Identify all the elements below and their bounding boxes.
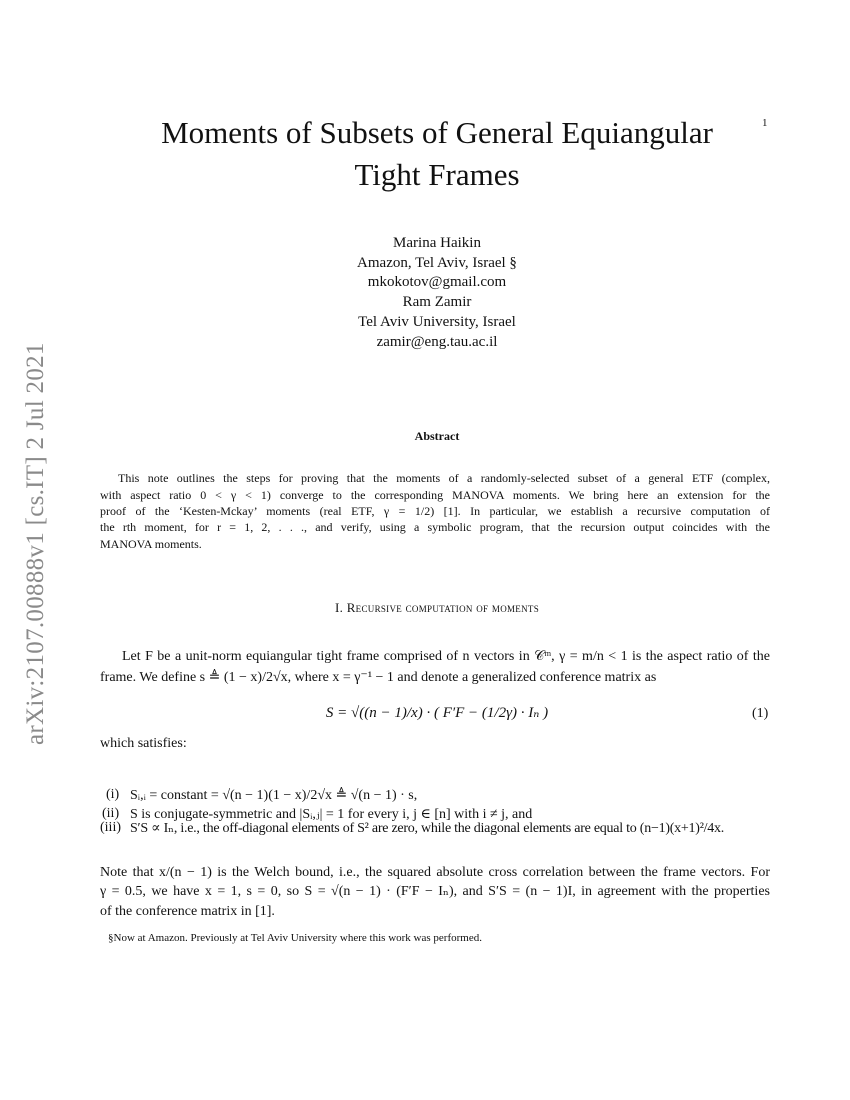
abstract-line: This note outlines the steps for proving that the moments of a randomly-selected subset of a general ETF (complex, <box>118 471 770 485</box>
page-number: 1 <box>762 117 768 129</box>
body-line: which satisfies: <box>100 736 187 751</box>
body-line: Note that x/(n − 1) is the Welch bound, i.e., the squared absolute cross correlation between the frame vectors. For <box>100 865 770 880</box>
list-item-label: (i) <box>106 787 120 802</box>
abstract-line: MANOVA moments. <box>100 537 202 551</box>
list-item-text: S′S ∝ Iₙ, i.e., the off-diagonal elements of S² are zero, while the diagonal elements are equal to (n−1)(x+1)²/4x. <box>130 821 725 836</box>
body-line: of the conference matrix in [1]. <box>100 904 275 919</box>
list-item-text: S is conjugate-symmetric and |Sᵢ,ⱼ| = 1 for every i, j ∈ [n] with i ≠ j, and <box>130 807 533 822</box>
abstract-line: proof of the ‘Kesten-Mckay’ moments (real ETF, γ = 1/2) [1]. In particular, we establish a recursive computation of <box>100 504 770 518</box>
arxiv-identifier: arXiv:2107.00888v1 [cs.IT] 2 Jul 2021 <box>22 342 49 745</box>
list-item-label: (iii) <box>100 820 121 835</box>
abstract-heading: Abstract <box>414 429 460 443</box>
author-affiliation: Tel Aviv University, Israel <box>358 314 516 330</box>
list-item-text: Sᵢ,ᵢ = constant = √(n − 1)(1 − x)/2√x ≜ √(n − 1) · s, <box>130 788 418 803</box>
body-line: γ = 0.5, we have x = 1, s = 0, so S = √(n − 1) · (F′F − Iₙ), and S′S = (n − 1)I, in agreement with the properties <box>100 884 770 899</box>
title-line-1: Moments of Subsets of General Equiangular <box>161 115 713 150</box>
section-heading: I. Recursive computation of moments <box>334 600 540 615</box>
equation-number: (1) <box>752 706 769 721</box>
footnote: §Now at Amazon. Previously at Tel Aviv University where this work was performed. <box>108 932 482 944</box>
body-line: frame. We define s ≜ (1 − x)/2√x, where x = γ⁻¹ − 1 and denote a generalized conference matrix as <box>100 670 657 685</box>
title-line-2: Tight Frames <box>354 157 520 192</box>
abstract-line: with aspect ratio 0 < γ < 1) converge to the corresponding MANOVA moments. We bring here an extension for the <box>100 488 770 502</box>
abstract-line: the rth moment, for r = 1, 2, . . ., and verify, using a symbolic program, that the recursion output coincides with the <box>100 520 770 534</box>
author-email: mkokotov@gmail.com <box>367 274 507 290</box>
body-line: Let F be a unit-norm equiangular tight frame comprised of n vectors in 𝒞ᵐ, γ = m/n < 1 is the aspect ratio of the <box>122 649 770 664</box>
author-email: zamir@eng.tau.ac.il <box>376 334 498 350</box>
list-item-label: (ii) <box>102 806 120 821</box>
author-name: Ram Zamir <box>402 294 472 310</box>
author-name: Marina Haikin <box>393 235 481 251</box>
equation-1: S = √((n − 1)/x) · ( F′F − (1/2γ) · Iₙ ) <box>325 705 549 721</box>
author-affiliation: Amazon, Tel Aviv, Israel § <box>357 255 517 271</box>
